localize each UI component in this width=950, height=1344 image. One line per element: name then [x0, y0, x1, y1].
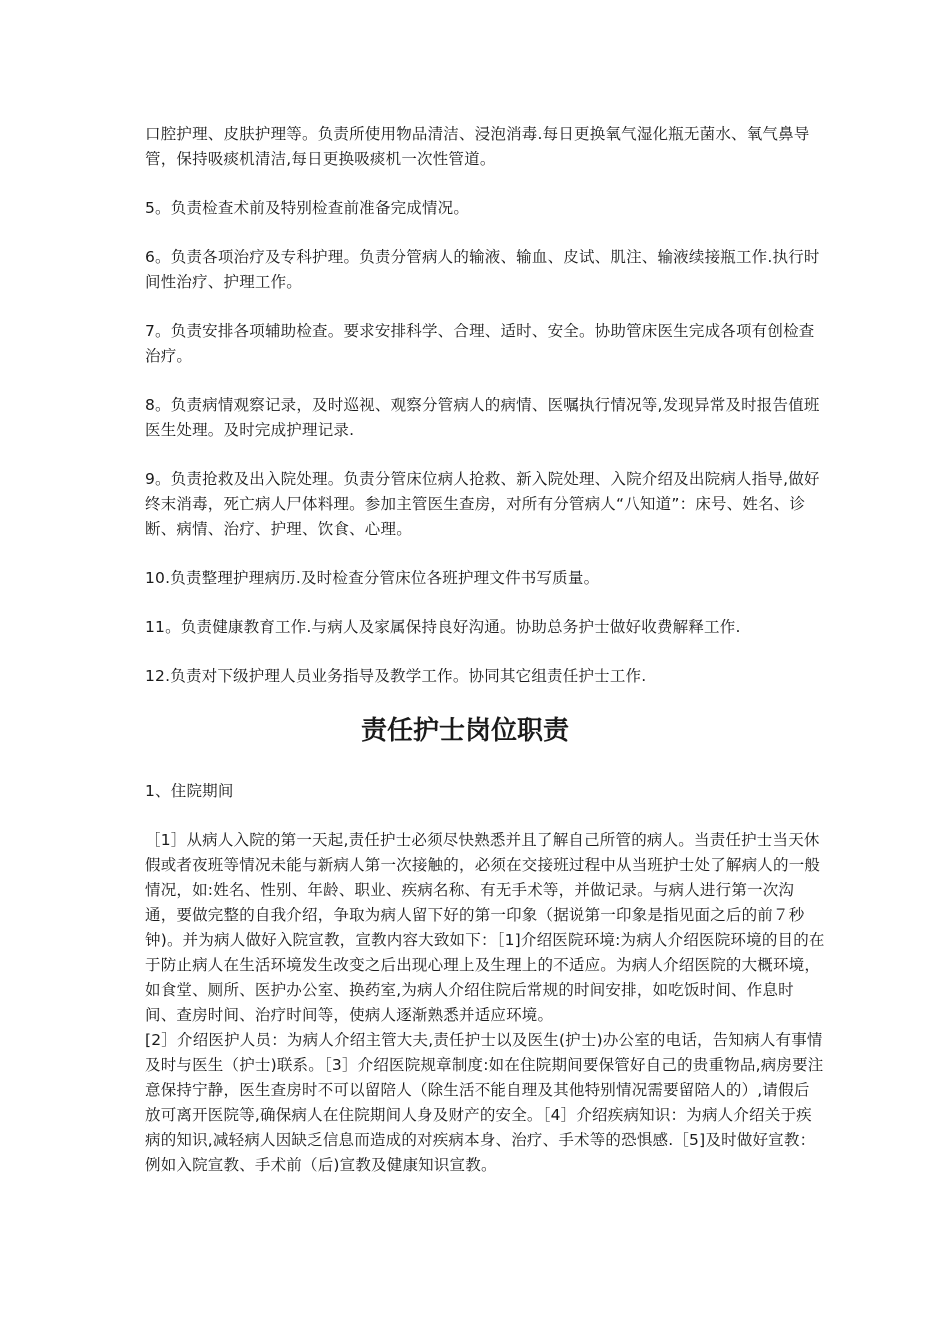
- paragraph-item-9: 9。负责抢救及出入院处理。负责分管床位病人抢救、新入院处理、入院介绍及出院病人指导,做好终末消毒，死亡病人尸体料理。参加主管医生查房，对所有分管病人“八知道”：床号、姓名、诊断、病情、治疗、护理、饮食、心理。: [145, 470, 820, 538]
- paragraph-item-6: 6。负责各项治疗及专科护理。负责分管病人的输液、输血、皮试、肌注、输液续接瓶工作.执行时间性治疗、护理工作。: [145, 248, 820, 291]
- document-page: [145, 122, 825, 1178]
- paragraph-item-8: 8。负责病情观察记录，及时巡视、观察分管病人的病情、医嘱执行情况等,发现异常及时报告值班医生处理。及时完成护理记录.: [145, 396, 820, 439]
- paragraph-item-7: 7。负责安排各项辅助检查。要求安排科学、合理、适时、安全。协助管床医生完成各项有创检查治疗。: [145, 322, 815, 365]
- paragraph-admission: ［1］从病人入院的第一天起,责任护士必须尽快熟悉并且了解自己所管的病人。当责任护士当天休假或者夜班等情况未能与新病人第一次接触的，必须在交接班过程中从当班护士处了解病人的一般情况，如:姓名、性别、年龄、职业、疾病名称、有无手术等，并做记录。与病人进行第一次沟通，要做完整的自我介绍，争取为病人留下好的第一印象（据说第一印象是指见面之后的前７秒钟)。并为病人做好入院宣教，宣教内容大致如下：［1]介绍医院环境:为病人介绍医院环境的目的在于防止病人在生活环境发生改变之后出现心理上及生理上的不适应。为病人介绍医院的大概环境，如食堂、厕所、医护办公室、换药室,为病人介绍住院后常规的时间安排，如吃饭时间、作息时间、查房时间、治疗时间等，使病人逐渐熟悉并适应环境。: [145, 831, 825, 1024]
- duty-list: [145, 122, 825, 689]
- document-title: 责任护士岗位职责: [360, 716, 569, 746]
- paragraph-item-12: 12.负责对下级护理人员业务指导及教学工作。协同其它组责任护士工作.: [145, 667, 647, 685]
- paragraph-item-10: 10.负责整理护理病历.及时检查分管床位各班护理文件书写质量。: [145, 569, 600, 587]
- section-body: [145, 828, 825, 1178]
- paragraph-item-11: 11。负责健康教育工作.与病人及家属保持良好沟通。协助总务护士做好收费解释工作.: [145, 618, 741, 636]
- paragraph-item-5: 5。负责检查术前及特别检查前准备完成情况。: [145, 199, 470, 217]
- section-heading: 1、住院期间: [145, 782, 234, 800]
- paragraph-introductions: [2］介绍医护人员：为病人介绍主管大夫,责任护士以及医生(护士)办公室的电话，告知病人有事情及时与医生（护士)联系。［3］介绍医院规章制度:如在住院期间要保管好自己的贵重物品,病房要注意保持宁静，医生查房时不可以留陪人（除生活不能自理及其他特别情况需要留陪人的）,请假后放可离开医院等,确保病人在住院期间人身及财产的安全。［4］介绍疾病知识：为病人介绍关于疾病的知识,减轻病人因缺乏信息而造成的对疾病本身、治疗、手术等的恐惧感.［5]及时做好宣教：例如入院宣教、手术前（后)宣教及健康知识宣教。: [145, 1031, 824, 1174]
- paragraph-intro: 口腔护理、皮肤护理等。负责所使用物品清洁、浸泡消毒.每日更换氧气湿化瓶无菌水、氧气鼻导管，保持吸痰机清洁,每日更换吸痰机一次性管道。: [145, 125, 810, 168]
